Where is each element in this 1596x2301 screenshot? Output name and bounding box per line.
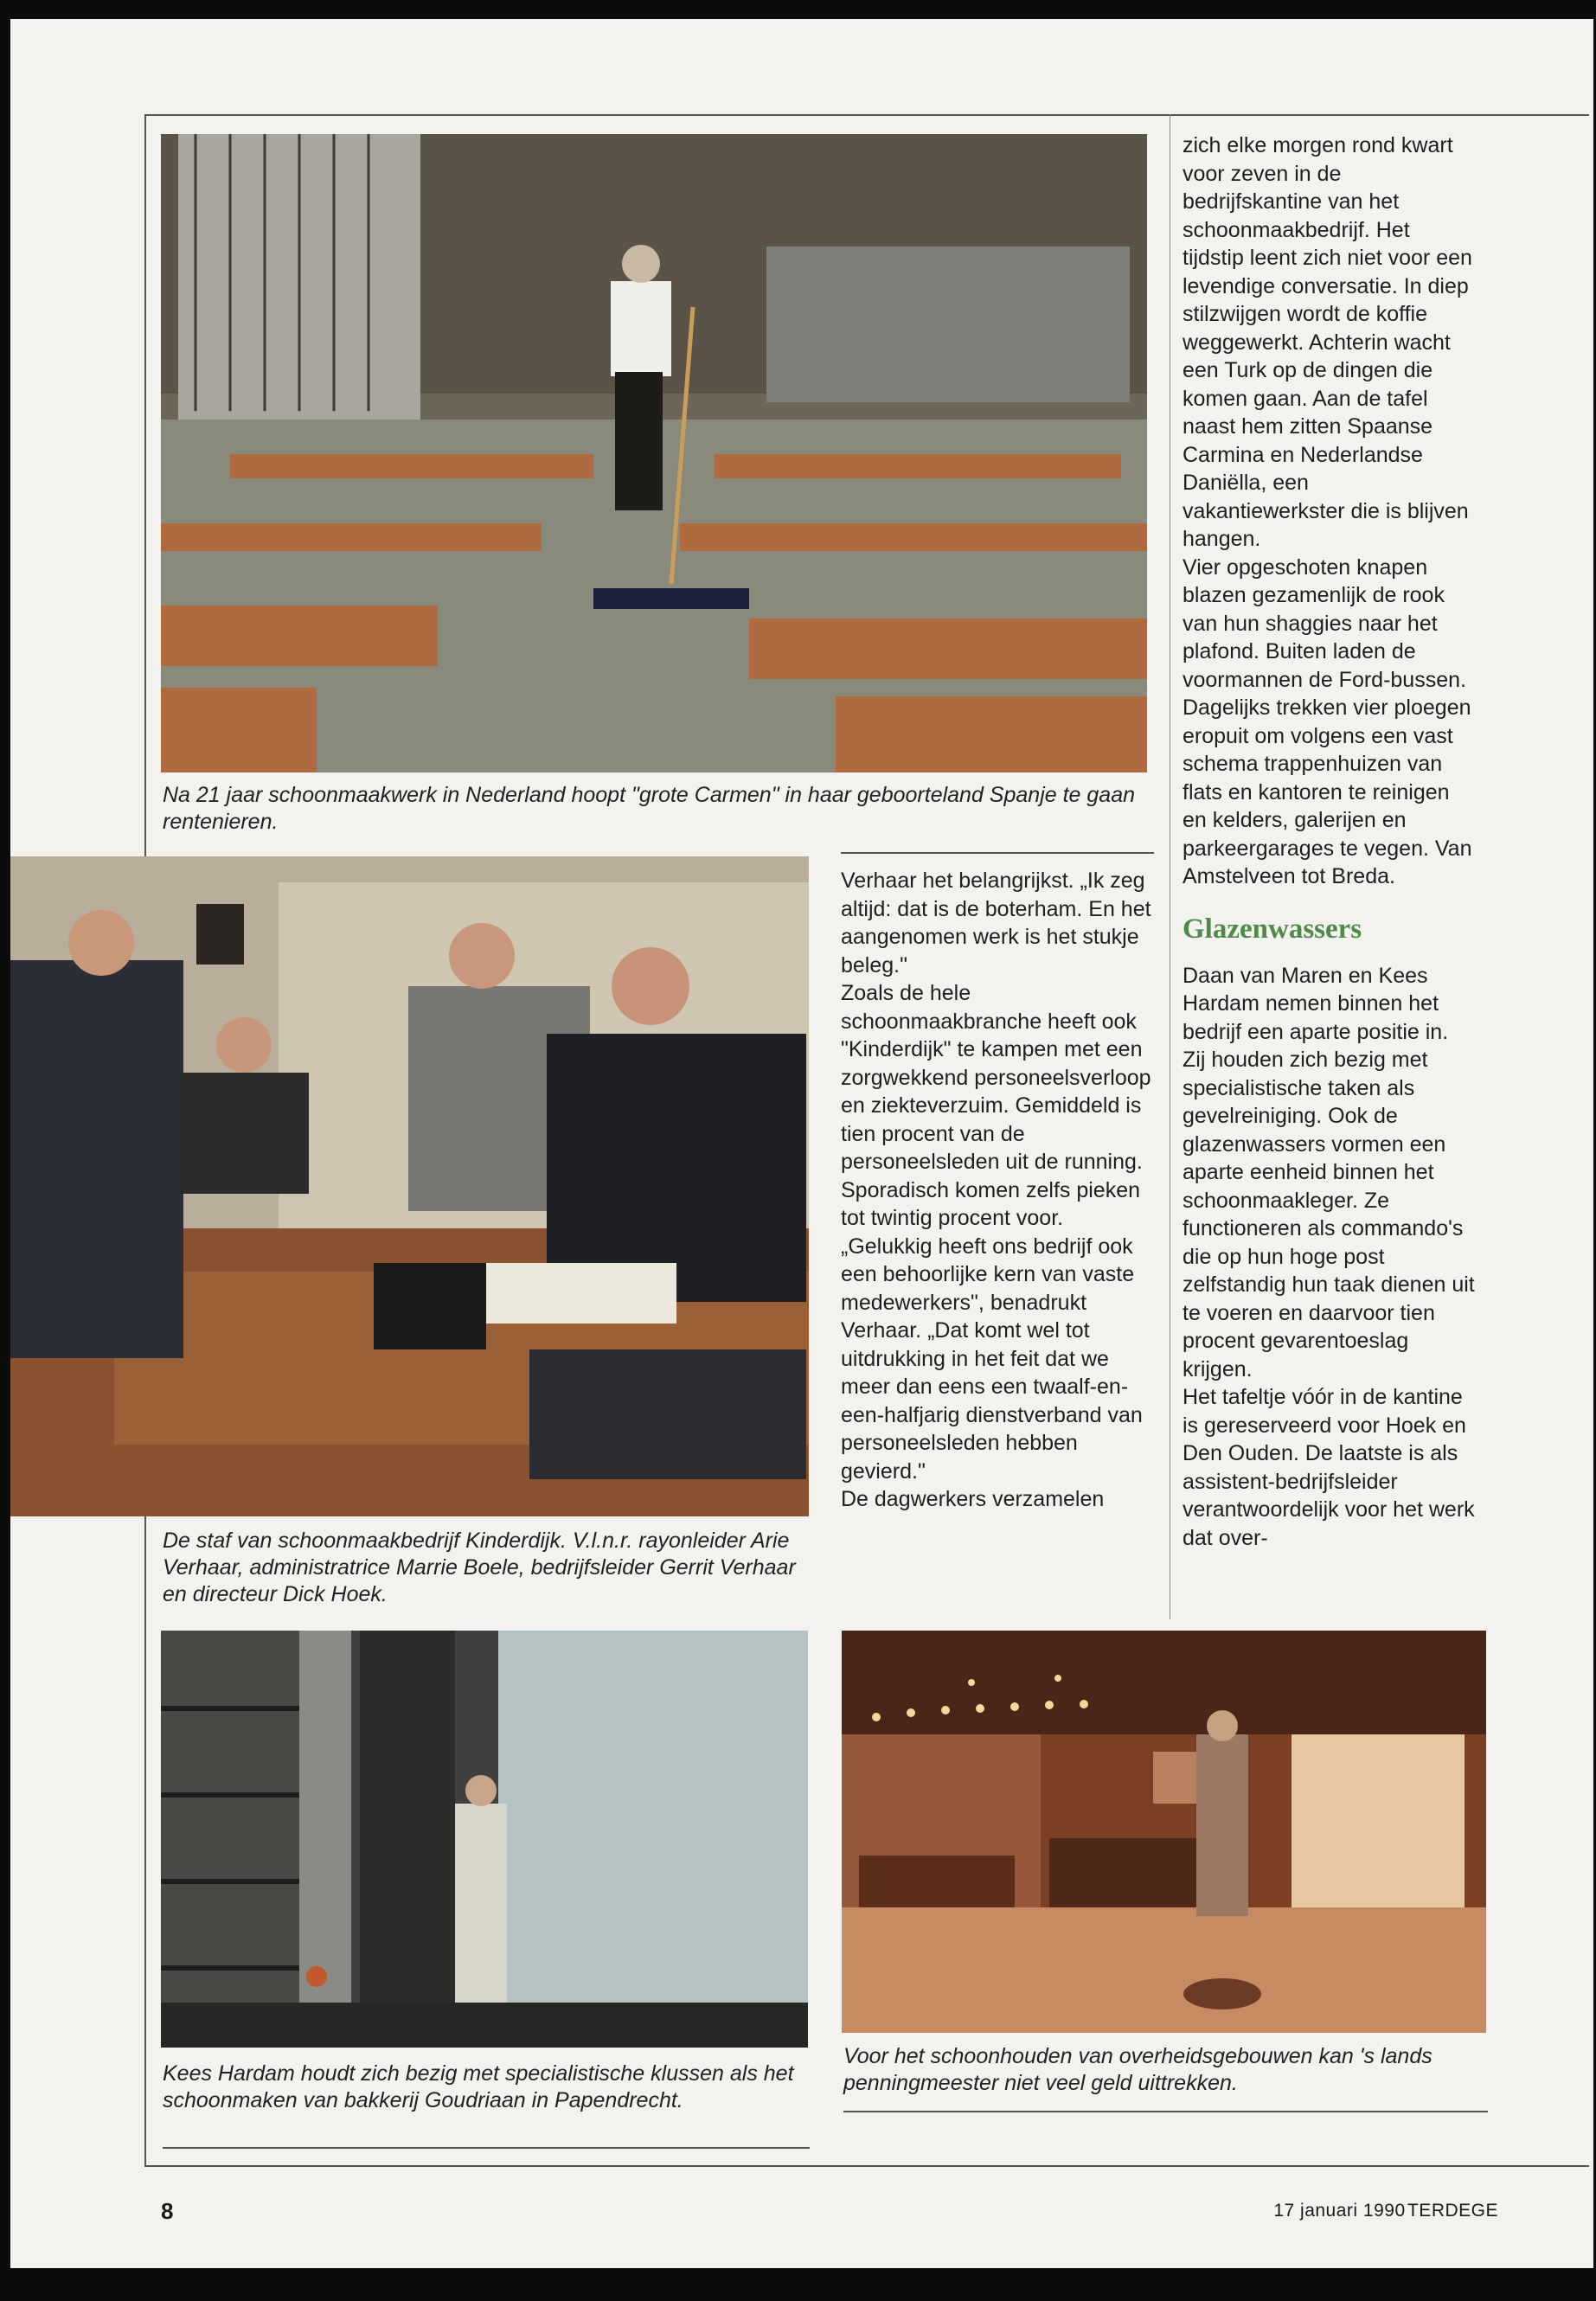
photo-classroom-cleaning — [161, 134, 1147, 772]
caption-classroom: Na 21 jaar schoonmaakwerk in Nederland hoopt "grote Carmen" in haar geboorteland Spanje te gaan rentenieren. — [163, 783, 1136, 834]
middle-paragraph-1: Verhaar het belangrijkst. „Ik zeg altijd: dat is de boterham. En het aangenomen werk is het stukje beleg." — [841, 868, 1151, 977]
right-paragraph-3: Daan van Maren en Kees Hardam nemen binnen het bedrijf een aparte positie in. Zij houden zich bezig met specialistische taken als gevelreiniging. Ook de glazenwassers vormen een aparte eenheid binnen het schoonmaakleger. Ze functioneren als commando's die op hun hoge post zelfstandig hun taak dienen uit te voeren en daarvoor tien procent gevarentoeslag krijgen. — [1183, 963, 1475, 1381]
footer-date: 17 januari 1990 — [1273, 2201, 1406, 2221]
page-number: 8 — [161, 2198, 174, 2224]
government-bottom-rule — [843, 2111, 1488, 2112]
middle-paragraph-2: Zoals de hele schoonmaakbranche heeft ook "Kinderdijk" te kampen met een zorgwekkend personeelsverloop en ziekteverzuim. Gemiddeld is tien procent van de personeelsleden uit de running. Sporadisch komen zelfs pieken tot twintig procent voor. „Gelukkig heeft ons bedrijf ook een behoorlijke kern van vaste medewerkers", benadrukt Verhaar. „Dat komt wel tot uitdrukking in het feit dat we meer dan eens een twaalf-en-een-halfjarig dienstverband van personeelsleden hebben gevierd." — [841, 981, 1151, 1484]
section-heading-glazenwassers: Glazenwassers — [1183, 913, 1362, 945]
bakery-bottom-rule — [163, 2147, 810, 2149]
right-paragraph-4: Het tafeltje vóór in de kantine is gereserveerd voor Hoek en Den Ouden. De laatste is als assistent-bedrijfsleider verantwoordelijk voor het werk dat over- — [1183, 1385, 1475, 1550]
photo-bakery-cleaning — [161, 1631, 808, 2048]
middle-column-top-rule — [841, 852, 1154, 854]
caption-staff: De staf van schoonmaakbedrijf Kinderdijk. V.l.n.r. rayonleider Arie Verhaar, administratrice Marrie Boele, bedrijfsleider Gerrit Verhaar en directeur Dick Hoek. — [163, 1529, 796, 1606]
right-text-column — [1183, 131, 1477, 1552]
caption-bakery: Kees Hardam houdt zich bezig met specialistische klussen als het schoonmaken van bakkerij Goudriaan in Papendrecht. — [163, 2061, 794, 2112]
middle-paragraph-3: De dagwerkers verzamelen — [841, 1487, 1105, 1511]
photo-government-building — [842, 1631, 1486, 2033]
top-rule — [144, 114, 1589, 116]
photo-staff-office — [10, 856, 809, 1516]
magazine-page — [10, 19, 1593, 2268]
caption-government: Voor het schoonhouden van overheidsgebouwen kan 's lands penningmeester niet veel geld uittrekken. — [843, 2044, 1433, 2095]
footer-magazine: TERDEGE — [1407, 2201, 1498, 2221]
middle-text-column — [841, 867, 1157, 1514]
right-paragraph-2: Vier opgeschoten knapen blazen gezamenlijk de rook van hun shaggies naar het plafond. Buiten laden de voormannen de Ford-bussen. Dagelijks trekken vier ploegen eropuit om volgens een vast schema trappenhuizen van flats en kantoren te reinigen en kelders, galerijen en parkeergarages te vegen. Van Amstelveen tot Breda. — [1183, 554, 1472, 888]
bottom-rule — [144, 2165, 1589, 2167]
right-paragraph-1: zich elke morgen rond kwart voor zeven in de bedrijfskantine van het schoonmaakbedrijf. Het tijdstip leent zich niet voor een levendige conversatie. In diep stilzwijgen wordt de koffie weggewerkt. Achterin wacht een Turk op de dingen die komen gaan. Aan de tafel naast hem zitten Spaanse Carmina en Nederlandse Daniëlla, een vakantiewerkster die is blijven hangen. — [1183, 133, 1472, 551]
footer-publication-line — [1239, 2201, 1498, 2221]
